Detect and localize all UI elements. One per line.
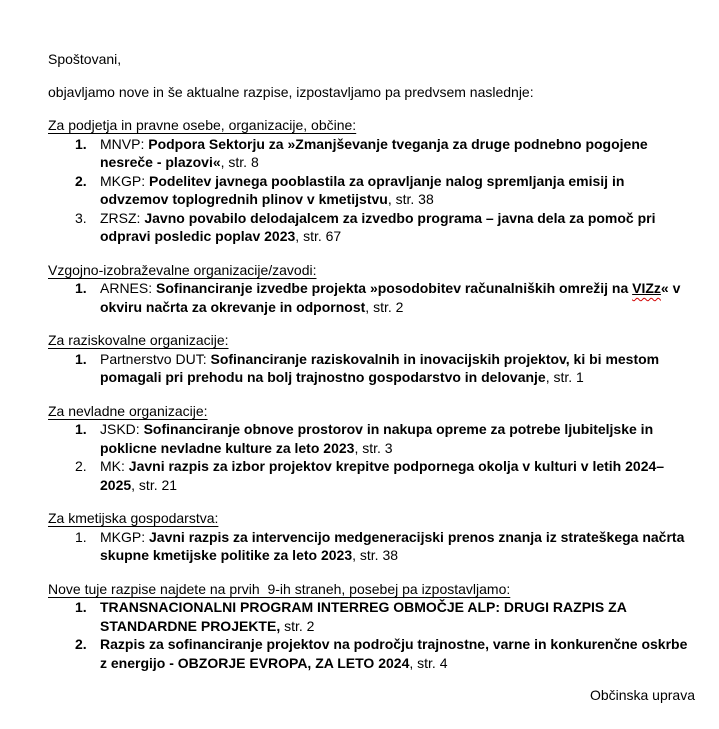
section-ngo — [48, 402, 695, 495]
item-text — [100, 279, 695, 316]
section-education — [48, 261, 695, 317]
item-number: 2. — [75, 172, 87, 189]
item-number: 1. — [75, 135, 87, 152]
agency-prefix: Partnerstvo DUT: — [100, 350, 211, 367]
item-title: Javni razpis za izbor projektov krepitve podpornega okolja v kulturi v letih 2024–2025 — [100, 458, 665, 493]
greeting-text: Spoštovani, — [48, 51, 122, 67]
item-number: 1. — [75, 599, 87, 615]
page-ref: , str. 21 — [131, 476, 178, 493]
list-item — [48, 172, 695, 209]
section-heading: Za nevladne organizacije: — [48, 402, 208, 419]
item-title: Javno povabilo delodajalcem za izvedbo programa – javna dela za pomoč pri odpravi posledic poplav 2023 — [100, 209, 656, 244]
item-number: 2. — [75, 636, 87, 652]
section-research — [48, 331, 695, 387]
item-number: 1. — [75, 350, 87, 367]
item-number: 3. — [75, 209, 87, 226]
agency-prefix: MKGP: — [100, 528, 150, 545]
list-item — [48, 420, 695, 457]
item-number: 1. — [75, 528, 87, 545]
item-title: Sofinanciranje obnove prostorov in nakupa opreme za potrebe ljubiteljske in poklicne nevladne kulture za leto 2023 — [100, 421, 654, 456]
agency-prefix: ZRSZ: — [100, 209, 145, 226]
list-item — [48, 209, 695, 246]
page-ref: str. 2 — [280, 617, 315, 634]
item-text — [100, 457, 695, 494]
list-item — [48, 457, 695, 494]
section-foreign-calls — [48, 580, 695, 673]
agency-prefix: MK: — [100, 458, 129, 474]
item-text — [100, 135, 695, 172]
page-ref: , str. 1 — [545, 369, 584, 385]
agency-prefix: MNVP: — [100, 135, 149, 152]
section-heading: Vzgojno-izobraževalne organizacije/zavodi: — [48, 261, 317, 278]
item-text — [100, 172, 695, 209]
item-title: Sofinanciranje raziskovalnih in inovacijskih projektov, ki bi mestom pomagali pri prehodu na bolj trajnostno gospodarstvo in delovanje — [100, 350, 660, 385]
page-ref: , str. 38 — [352, 547, 399, 563]
section-companies — [48, 116, 695, 246]
agency-prefix: JSKD: — [100, 421, 144, 437]
page-ref: , str. 38 — [387, 191, 434, 207]
section-heading: Za raziskovalne organizacije: — [48, 332, 229, 348]
item-number: 2. — [75, 458, 87, 474]
list-item — [48, 528, 695, 565]
item-text — [100, 420, 695, 457]
item-title: Podpora Sektorju za »Zmanjševanje tveganja za druge podnebno pogojene nesreče - plazovi« — [100, 135, 648, 170]
list-item — [48, 598, 695, 635]
section-agriculture — [48, 509, 695, 565]
item-text — [100, 635, 695, 672]
item-title: TRANSNACIONALNI PROGRAM INTERREG OBMOČJE ALP: DRUGI RAZPIS ZA STANDARDNE PROJEKTE, — [100, 599, 627, 634]
signature-text: Občinska uprava — [589, 687, 695, 703]
item-title: Javni razpis za intervencijo medgeneracijski prenos znanja iz strateškega načrta skupne kmetijske politike za leto 2023 — [100, 528, 685, 563]
intro-text: objavljamo nove in še aktualne razpise, izpostavljamo pa predvsem naslednje: — [48, 83, 534, 100]
agency-prefix: MKGP: — [100, 172, 150, 189]
item-title: Sofinanciranje izvedbe projekta »posodobitev računalniških omrežij na VIZz« v okviru načrta za okrevanje in odpornost — [100, 280, 681, 315]
item-title: Razpis za sofinanciranje projektov na področju trajnostne, varne in konkurenčne oskrbe z energijo - OBZORJE EVROPA, ZA LETO 2024 — [100, 636, 688, 671]
list-item — [48, 279, 695, 316]
list-item — [48, 135, 695, 172]
item-text — [100, 209, 695, 246]
agency-prefix: ARNES: — [100, 280, 157, 296]
item-number: 1. — [75, 280, 87, 296]
list-item — [48, 350, 695, 387]
section-heading: Nove tuje razpise najdete na prvih 9-ih straneh, posebej pa izpostavljamo: — [48, 580, 511, 597]
item-title: Podelitev javnega pooblastila za opravljanje nalog spremljanja emisij in odvzemov toplogrednih plinov v kmetijstvu — [100, 172, 625, 207]
page-ref: , str. 2 — [365, 298, 404, 315]
list-item — [48, 635, 695, 672]
page-ref: , str. 8 — [220, 154, 259, 170]
item-text — [100, 528, 695, 565]
section-heading: Za podjetja in pravne osebe, organizacije, občine: — [48, 117, 357, 133]
section-heading: Za kmetijska gospodarstva: — [48, 510, 219, 526]
item-number: 1. — [75, 421, 87, 437]
page-ref: , str. 4 — [409, 654, 448, 671]
item-text — [100, 598, 695, 635]
page-ref: , str. 67 — [295, 228, 342, 244]
item-text — [100, 350, 695, 387]
page-ref: , str. 3 — [354, 439, 393, 456]
misspelled-word: VIZz — [632, 280, 661, 296]
